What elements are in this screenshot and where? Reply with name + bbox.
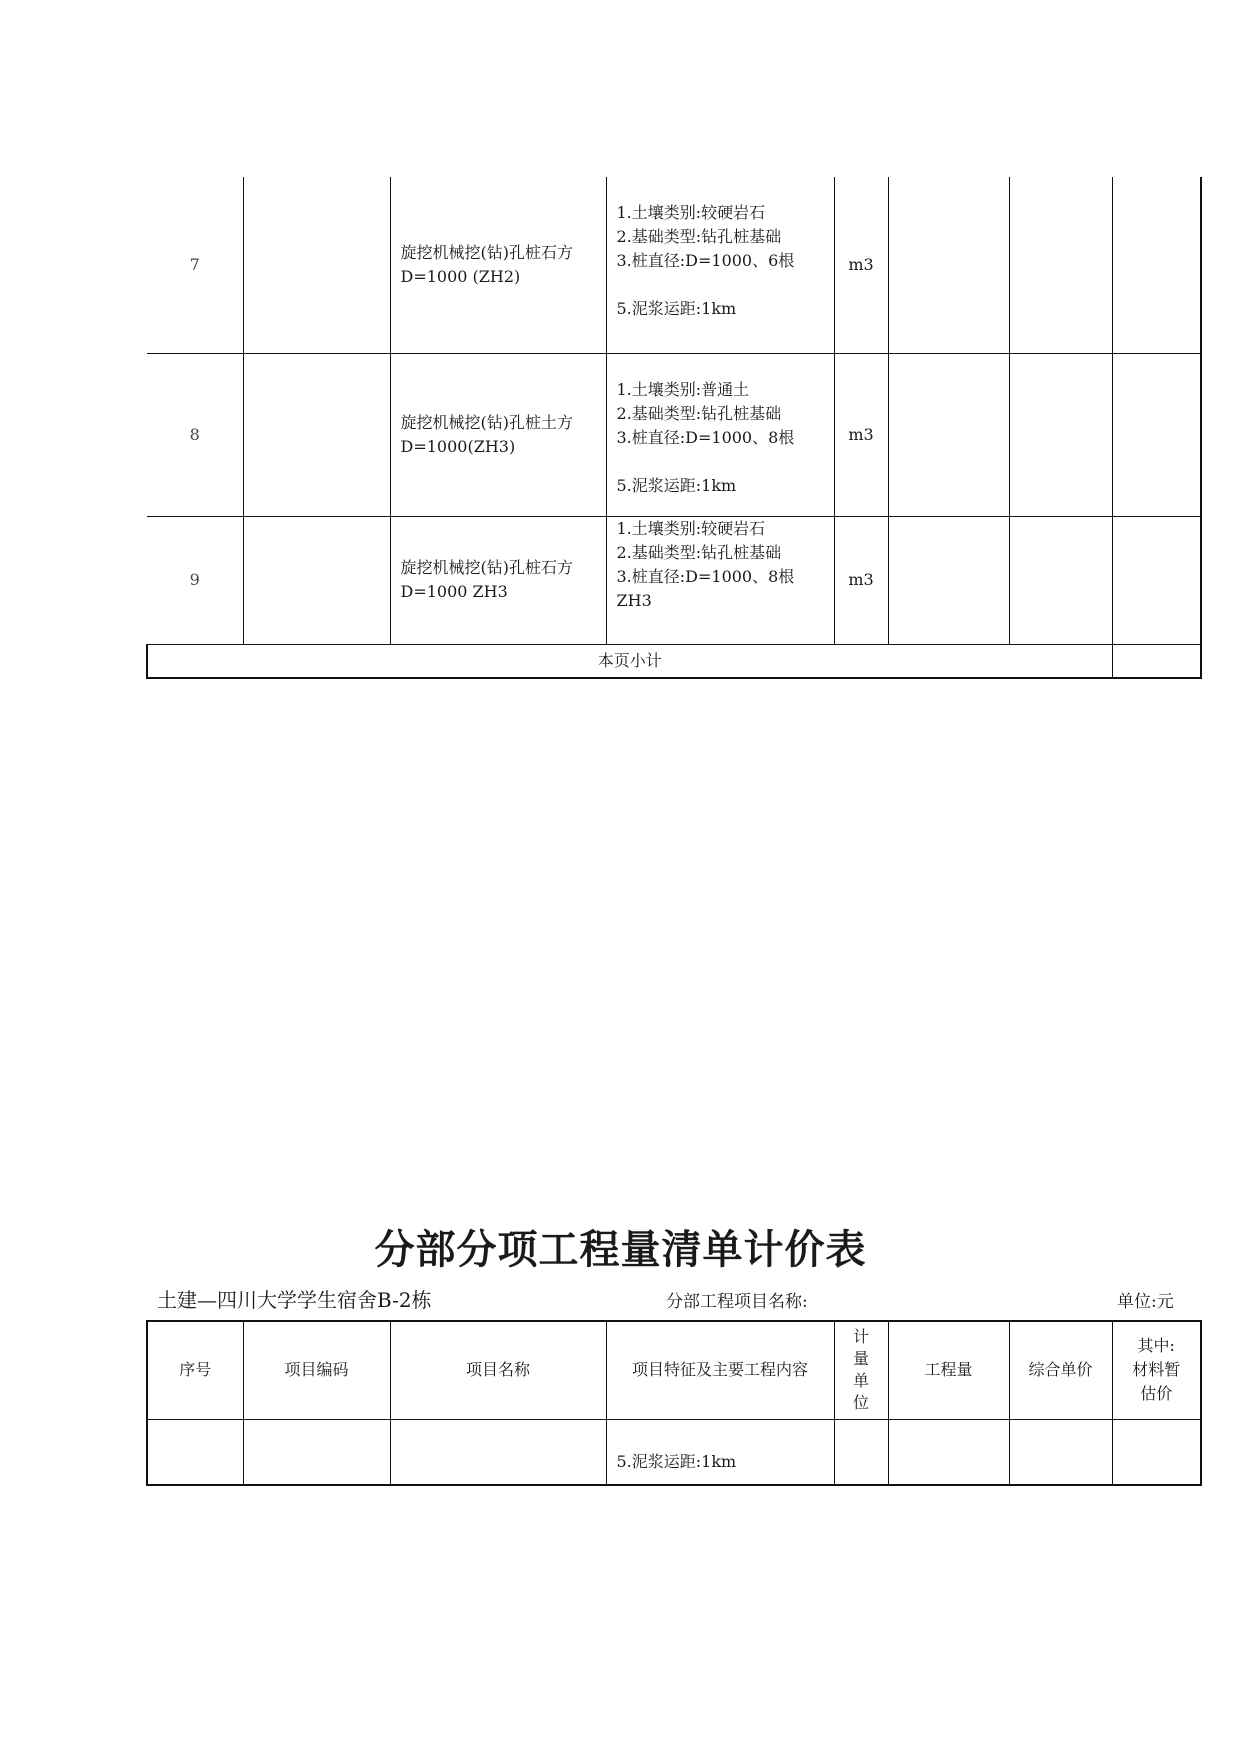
item-name: 旋挖机械挖(钻)孔桩土方D=1000(ZH3) bbox=[390, 353, 606, 516]
item-code bbox=[243, 353, 390, 516]
item-unit: m3 bbox=[834, 516, 888, 644]
subtotal-row bbox=[147, 644, 1201, 678]
header-row bbox=[147, 1321, 1201, 1419]
header-name: 项目名称 bbox=[390, 1321, 606, 1419]
item-name bbox=[390, 1419, 606, 1485]
item-code bbox=[243, 1419, 390, 1485]
item-code bbox=[243, 177, 390, 353]
subtotal-value bbox=[1112, 644, 1201, 678]
header-quantity: 工程量 bbox=[888, 1321, 1009, 1419]
table-row bbox=[147, 177, 1201, 353]
header-unit: 计 量 单 位 bbox=[834, 1321, 888, 1419]
row-number: 9 bbox=[147, 516, 243, 644]
row-number: 7 bbox=[147, 177, 243, 353]
item-name: 旋挖机械挖(钻)孔桩石方D=1000 ZH3 bbox=[390, 516, 606, 644]
item-unit: m3 bbox=[834, 177, 888, 353]
item-unit-price bbox=[1009, 353, 1112, 516]
page-title: 分部分项工程量清单计价表 bbox=[374, 1226, 867, 1273]
currency-unit: 单位:元 bbox=[1117, 1292, 1174, 1312]
subtotal-label: 本页小计 bbox=[147, 644, 1112, 678]
item-quantity bbox=[888, 516, 1009, 644]
item-quantity bbox=[888, 353, 1009, 516]
item-unit-price bbox=[1009, 177, 1112, 353]
header-no: 序号 bbox=[147, 1321, 243, 1419]
table-row bbox=[147, 516, 1201, 644]
table-row bbox=[147, 1419, 1201, 1485]
boq-table bbox=[146, 1320, 1202, 1486]
project-name: 土建—四川大学学生宿舍B-2栋 bbox=[157, 1288, 432, 1312]
item-material-estimate bbox=[1112, 516, 1201, 644]
item-material-estimate bbox=[1112, 353, 1201, 516]
table-row bbox=[147, 353, 1201, 516]
item-quantity bbox=[888, 177, 1009, 353]
boq-table-continued bbox=[146, 177, 1202, 679]
item-code bbox=[243, 516, 390, 644]
section-name-label: 分部工程项目名称: bbox=[666, 1292, 808, 1312]
header-features: 项目特征及主要工程内容 bbox=[606, 1321, 834, 1419]
header-material-estimate: 其中: 材料暂 估价 bbox=[1112, 1321, 1201, 1419]
item-name: 旋挖机械挖(钻)孔桩石方D=1000 (ZH2) bbox=[390, 177, 606, 353]
item-features: 1.土壤类别:较硬岩石 2.基础类型:钻孔桩基础 3.桩直径:D=1000、6根 5.泥浆运距:1km bbox=[606, 177, 834, 353]
item-unit: m3 bbox=[834, 353, 888, 516]
item-features: 5.泥浆运距:1km bbox=[606, 1419, 834, 1485]
item-unit-price bbox=[1009, 1419, 1112, 1485]
item-quantity bbox=[888, 1419, 1009, 1485]
item-unit-price bbox=[1009, 516, 1112, 644]
item-features: 1.土壤类别:较硬岩石 2.基础类型:钻孔桩基础 3.桩直径:D=1000、8根 ZH3 bbox=[606, 516, 834, 644]
item-material-estimate bbox=[1112, 1419, 1201, 1485]
row-number bbox=[147, 1419, 243, 1485]
item-material-estimate bbox=[1112, 177, 1201, 353]
header-code: 项目编码 bbox=[243, 1321, 390, 1419]
header-unit-price: 综合单价 bbox=[1009, 1321, 1112, 1419]
row-number: 8 bbox=[147, 353, 243, 516]
item-features: 1.土壤类别:普通土 2.基础类型:钻孔桩基础 3.桩直径:D=1000、8根 5.泥浆运距:1km bbox=[606, 353, 834, 516]
item-unit bbox=[834, 1419, 888, 1485]
